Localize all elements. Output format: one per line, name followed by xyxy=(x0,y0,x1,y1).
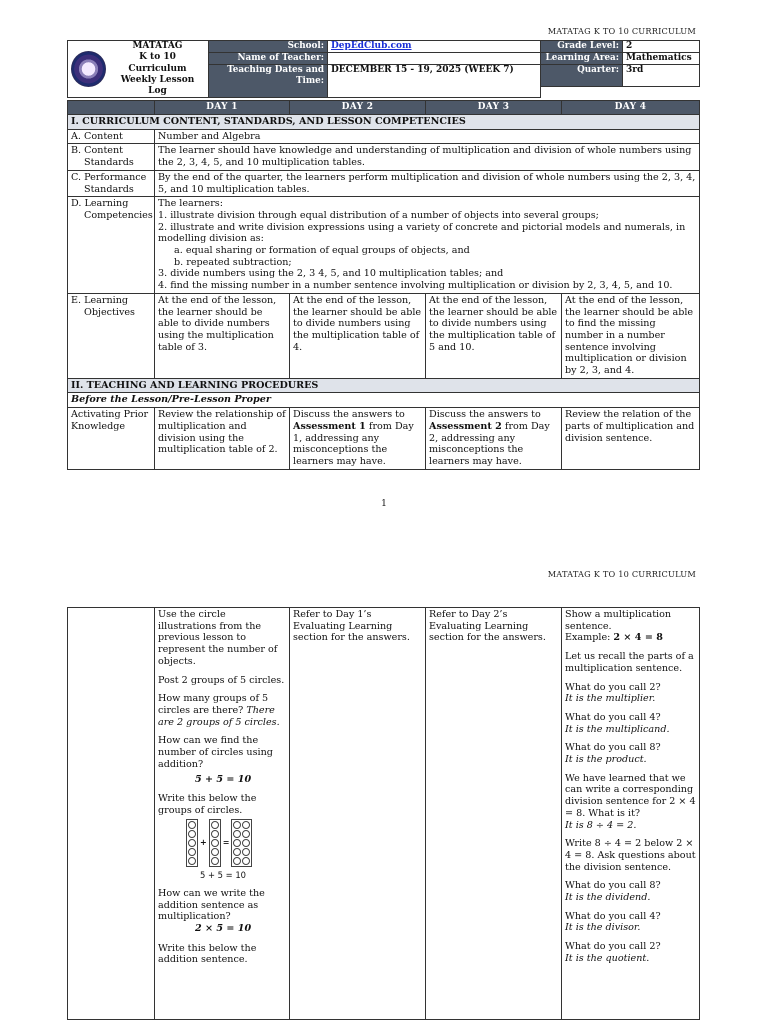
curriculum-label: MATATAG K TO 10 CURRICULUM xyxy=(547,26,696,36)
p2-label-cell xyxy=(68,608,155,1020)
competencies-intro: The learners: xyxy=(158,198,223,210)
page-gap xyxy=(0,530,768,548)
p2-day-3: Refer to Day 2’s Evaluating Learning section for the answers. xyxy=(426,608,562,1020)
equals-sign: = xyxy=(222,836,230,847)
day-header-row xyxy=(68,101,700,115)
objective-day-4: At the end of the lesson, the learner should be able to find the missing number in a number sentence involving multiplication or division by 2, 3, and 4. xyxy=(562,293,700,378)
circle-group-1 xyxy=(186,819,198,867)
circle-group-total xyxy=(231,819,252,867)
area-value: Mathematics xyxy=(623,52,700,64)
competency-2b: b. repeated subtraction; xyxy=(174,256,292,268)
multiplication-equation: 2 × 5 = 10 xyxy=(195,922,252,934)
activating-label: Activating Prior Knowledge xyxy=(68,408,155,470)
teacher-label: Name of Teacher: xyxy=(209,52,328,64)
p2-day-4: Show a multiplication sentence. Example: 2 × 4 = 8 Let us recall the parts of a multiplication sentence. What do you call 2? It is the multiplier. What do you call 4? It is the multiplicand. What do you call 8? It is the product. We have learned that we can write a corresponding division sentence for 2 × 4 = 8. What is it? It is 8 ÷ 4 = 2. Write 8 ÷ 4 = 2 below 2 × 4 = 8. Ask questions about the division sentence. What do you call 8? It is the dividend. What do you call 4? It is the divisor. What do you call 2? It is the quotient. xyxy=(562,608,700,1020)
grade-value: 2 xyxy=(623,41,700,53)
competency-3: 3. divide numbers using the 2, 3 4, 5, and 10 multiplication tables; and xyxy=(158,268,504,280)
logo-line-3: Weekly Lesson Log xyxy=(120,74,195,96)
header-table xyxy=(67,40,700,98)
competency-1: 1. illustrate division through equal distribution of a number of objects into several groups; xyxy=(158,209,599,221)
teacher-value xyxy=(328,52,541,64)
content-standards-value: The learner should have knowledge and understanding of multiplication and division of whole numbers using the 2, 3, 4, 5, and 10 multiplication tables. xyxy=(155,144,700,170)
logo-line-2: K to 10 Curriculum xyxy=(128,52,187,74)
plus-sign: + xyxy=(200,836,207,847)
logo-text xyxy=(110,41,205,97)
dates-label: Teaching Dates and Time: xyxy=(209,64,328,97)
p2-day-1: Use the circle illustrations from the previous lesson to represent the number of objects. Post 2 groups of 5 circles. How many groups of 5 circles are there? There are 2 groups of 5 circles. How can we find the number of circles using addition? 5 + 5 = 10 Write this below the groups of circles. + = 5 + 5 = 10 How can we write the addition sentence as multiplication? 2 × 5 = 10 Write this below the addition sentence. xyxy=(155,608,290,1020)
day-header-blank xyxy=(68,101,155,115)
curriculum-label-2: MATATAG K TO 10 CURRICULUM xyxy=(547,569,696,579)
dates-value: DECEMBER 15 - 19, 2025 (WEEK 7) xyxy=(328,64,541,97)
addition-equation: 5 + 5 = 10 xyxy=(195,774,252,786)
school-link[interactable]: DepEdClub.com xyxy=(331,41,412,51)
performance-standards-label: C. Performance Standards xyxy=(68,170,155,196)
day-1-header: DAY 1 xyxy=(155,101,290,115)
circle-group-2 xyxy=(209,819,221,867)
lesson-table-continued xyxy=(67,607,700,1020)
objective-day-2: At the end of the lesson, the learner should be able to divide numbers using the multiplication table of 4. xyxy=(290,293,426,378)
logo-line-1: MATATAG xyxy=(132,41,183,51)
school-value xyxy=(328,41,541,53)
day-4-header: DAY 4 xyxy=(562,101,700,115)
competency-2a: a. equal sharing or formation of equal groups of objects, and xyxy=(174,245,470,257)
section-2-title: II. TEACHING AND LEARNING PROCEDURES xyxy=(68,378,700,393)
grade-label: Grade Level: xyxy=(541,41,623,53)
day-2-header: DAY 2 xyxy=(290,101,426,115)
quarter-label: Quarter: xyxy=(541,64,623,86)
school-label: School: xyxy=(209,41,328,53)
page-2 xyxy=(0,548,768,1024)
activating-day-3: Discuss the answers to Assessment 2 from Day 2, addressing any misconceptions the learners may have. xyxy=(426,408,562,470)
p2-day-2: Refer to Day 1’s Evaluating Learning section for the answers. xyxy=(290,608,426,1020)
competencies-value xyxy=(155,197,700,294)
lesson-table xyxy=(67,100,700,470)
before-lesson-heading: Before the Lesson/Pre-Lesson Proper xyxy=(68,393,700,408)
competency-2: 2. illustrate and write division expressions using a variety of concrete and pictorial models and numerals, in modelling division as: xyxy=(158,221,686,245)
page-number: 1 xyxy=(381,499,387,509)
objectives-label: E. Learning Objectives xyxy=(68,293,155,378)
section-1-title: I. CURRICULUM CONTENT, STANDARDS, AND LESSON COMPETENCIES xyxy=(68,115,700,130)
objective-day-1: At the end of the lesson, the learner should be able to divide numbers using the multiplication table of 3. xyxy=(155,293,290,378)
competency-4: 4. find the missing number in a number sentence involving multiplication or division by 2, 3, 4, 5, and 10. xyxy=(158,280,673,292)
activating-day-1: Review the relationship of multiplication and division using the multiplication table of 2. xyxy=(155,408,290,470)
deped-seal-icon xyxy=(71,51,106,87)
header-spacer xyxy=(541,87,700,98)
circle-groups-figure xyxy=(186,819,286,867)
content-standards-label: B. Content Standards xyxy=(68,144,155,170)
objective-day-3: At the end of the lesson, the learner should be able to divide numbers using the multiplication table of 5 and 10. xyxy=(426,293,562,378)
content-label: A. Content xyxy=(68,129,155,144)
activating-day-4: Review the relation of the parts of multiplication and division sentence. xyxy=(562,408,700,470)
day-3-header: DAY 3 xyxy=(426,101,562,115)
content-value: Number and Algebra xyxy=(155,129,700,144)
quarter-value: 3rd xyxy=(623,64,700,86)
competencies-label: D. Learning Competencies xyxy=(68,197,155,294)
figure-caption: 5 + 5 = 10 xyxy=(200,869,246,880)
activating-day-2: Discuss the answers to Assessment 1 from Day 1, addressing any misconceptions the learners may have. xyxy=(290,408,426,470)
logo-cell xyxy=(68,41,209,98)
performance-standards-value: By the end of the quarter, the learners perform multiplication and division of whole numbers using the 2, 3, 4, 5, and 10 multiplication tables. xyxy=(155,170,700,196)
area-label: Learning Area: xyxy=(541,52,623,64)
